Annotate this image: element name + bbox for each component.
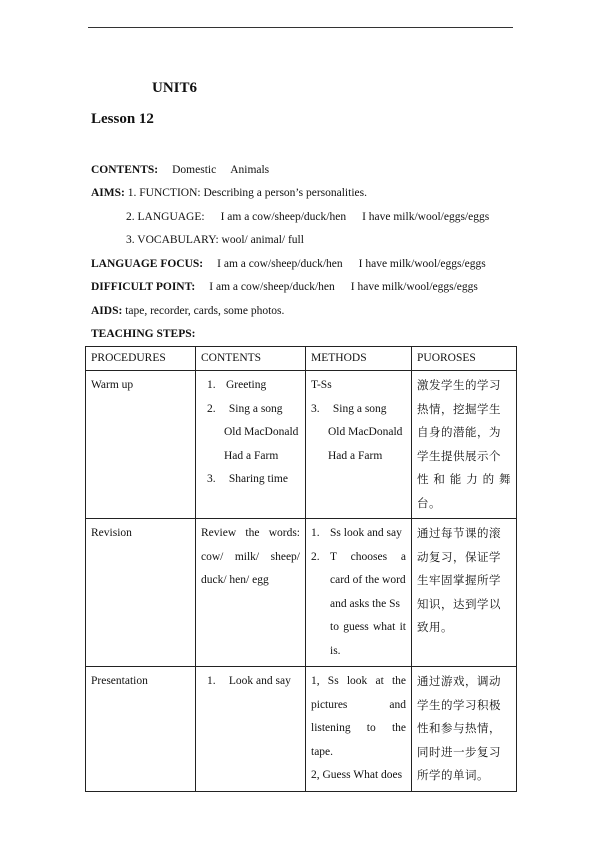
table-row [86,371,517,519]
methods-cell [306,371,412,519]
aims-item-1: 1. FUNCTION: Describing a person’s personalities. [127,187,367,199]
list-item: 致用。 [417,620,453,634]
list-item: and asks the Ss [330,597,400,610]
list-item: 性和参与热情， [417,721,501,735]
aims-item-3: 3. VOCABULARY: wool/ animal/ full [126,234,304,246]
list-number: 3. [311,402,320,415]
procedure-cell [86,519,196,667]
contents-value-1: Domestic [172,164,217,176]
methods-cell [306,667,412,792]
list-item: duck/ hen/ egg [201,574,269,586]
table-header-row [86,347,517,371]
procedure-cell [86,667,196,792]
list-number: 2. [207,402,216,415]
list-item: T-Ss [311,379,332,391]
contents-cell [196,667,306,792]
teaching-steps-heading [91,328,195,340]
list-item: 动复习，保证学 [417,549,501,564]
header-rule [88,27,513,28]
difficult-point-b: I have milk/wool/eggs/eggs [350,281,478,293]
list-item: T chooses a [330,550,406,563]
list-number: 2. [311,550,320,563]
list-item: 学生的学习积极 [417,697,501,712]
difficult-point-line [91,281,478,293]
language-focus-a: I am a cow/sheep/duck/hen [217,258,343,270]
list-item: 台。 [417,495,441,510]
teaching-steps-label: TEACHING STEPS: [91,328,196,340]
purposes-cell [412,519,517,667]
list-item: Sing a song [228,402,283,415]
list-item: Old MacDonald [224,426,299,438]
list-item: Review the words: [201,527,300,539]
contents-line [91,164,269,176]
list-item: 性和能力的舞 [417,472,511,486]
unit-title: UNIT6 [152,80,198,96]
list-item: Look and say [228,675,291,687]
contents-cell [196,371,306,519]
list-item: card of the word [330,574,406,586]
list-item: Old MacDonald [328,426,403,438]
aids-label: AIDS: [91,305,123,317]
language-focus-label: LANGUAGE FOCUS: [91,258,204,270]
aims-language-line [126,211,489,223]
list-item: tape. [311,745,334,758]
list-number: 1. [311,527,320,539]
list-item: 学生提供展示个 [417,448,501,463]
list-item: Had a Farm [224,449,279,462]
column-header-purposes: PUOROSES [412,347,517,371]
list-item: 通过游戏，调动 [417,674,501,688]
language-focus-line [91,258,486,270]
list-item: 知识，达到学以 [417,596,501,611]
aims-item-2-a: I am a cow/sheep/duck/hen [220,211,347,223]
list-number: 1. [207,379,216,391]
list-item: 所学的单词。 [417,768,489,782]
aims-vocabulary-line [126,234,304,246]
aims-item-2-b: I have milk/wool/eggs/eggs [362,211,490,223]
aids-line [91,305,284,317]
aims-item-2-label: 2. LANGUAGE: [126,211,205,223]
procedure-warm-up: Warm up [91,379,134,391]
list-item: listening to the [311,722,406,734]
lesson-title: Lesson 12 [91,111,154,127]
language-focus-b: I have milk/wool/eggs/eggs [358,258,486,270]
teaching-steps-table [85,346,517,792]
list-item: is. [330,644,341,657]
aids-value: tape, recorder, cards, some photos. [125,305,285,317]
column-header-methods: METHODS [306,347,412,371]
list-item: 2, Guess What does [311,769,403,781]
list-item: Had a Farm [328,449,383,462]
list-item: 通过每节课的滚 [417,526,501,540]
difficult-point-a: I am a cow/sheep/duck/hen [209,281,335,293]
list-item: 热情，挖掘学生 [417,401,501,416]
list-number: 3. [207,473,216,485]
purposes-cell [412,371,517,519]
list-item: 同时进一步复习 [417,744,501,759]
list-item: 1, Ss look at the [311,675,406,687]
list-item: pictures and [311,698,406,711]
purposes-cell [412,667,517,792]
list-item: Ss look and say [330,527,402,539]
difficult-point-label: DIFFICULT POINT: [91,281,196,293]
list-item: Greeting [226,379,267,391]
contents-cell [196,519,306,667]
list-number: 1. [207,675,216,687]
aims-line [91,187,367,199]
contents-label: CONTENTS: [91,164,159,176]
procedure-cell [86,371,196,519]
list-item: Sing a song [332,402,387,415]
list-item: 生牢固掌握所学 [417,573,501,587]
list-item: cow/ milk/ sheep/ [201,550,300,563]
column-header-contents: CONTENTS [196,347,306,371]
list-item: 自身的潜能，为 [417,425,501,439]
table-row [86,519,517,667]
contents-value-2: Animals [230,164,270,176]
list-item: to guess what it [330,621,406,633]
procedure-presentation: Presentation [91,675,148,687]
methods-cell [306,519,412,667]
list-item: Sharing time [228,473,288,485]
column-header-procedures: PROCEDURES [86,347,196,371]
procedure-revision: Revision [91,527,132,539]
aims-label: AIMS: [91,187,125,199]
list-item: 激发学生的学习 [417,378,501,392]
table-row [86,667,517,792]
